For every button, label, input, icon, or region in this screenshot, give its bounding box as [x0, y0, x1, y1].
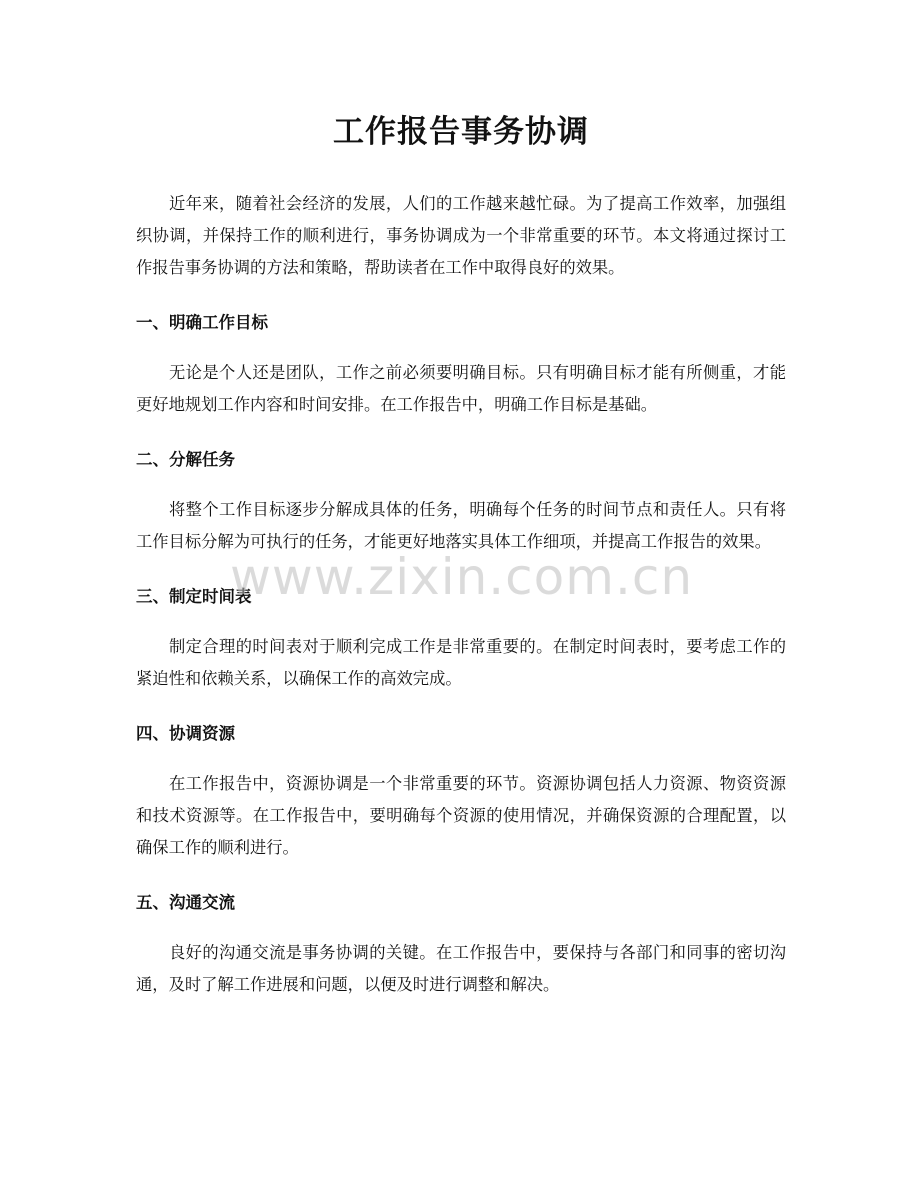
section-heading-2: 二、分解任务	[136, 450, 235, 469]
section-body-5: 良好的沟通交流是事务协调的关键。在工作报告中，要保持与各部门和同事的密切沟通，及时了解工作进展和问题，以便及时进行调整和解决。	[136, 943, 786, 994]
section-body-2: 将整个工作目标逐步分解成具体的任务，明确每个任务的时间节点和责任人。只有将工作目标分解为可执行的任务，才能更好地落实具体工作细项，并提高工作报告的效果。	[136, 500, 786, 551]
section-body-1: 无论是个人还是团队，工作之前必须要明确目标。只有明确目标才能有所侧重，才能更好地规划工作内容和时间安排。在工作报告中，明确工作目标是基础。	[136, 363, 786, 414]
section-heading-4: 四、协调资源	[136, 724, 235, 743]
section-body-3: 制定合理的时间表对于顺利完成工作是非常重要的。在制定时间表时，要考虑工作的紧迫性和依赖关系，以确保工作的高效完成。	[136, 637, 786, 688]
section-heading-5: 五、沟通交流	[136, 893, 235, 912]
section-heading-3: 三、制定时间表	[136, 587, 252, 606]
section-body-4: 在工作报告中，资源协调是一个非常重要的环节。资源协调包括人力资源、物资资源和技术资源等。在工作报告中，要明确每个资源的使用情况，并确保资源的合理配置，以确保工作的顺利进行。	[136, 774, 786, 857]
document-page	[136, 0, 786, 1001]
watermark: www.zixin.com.cn	[230, 548, 694, 606]
section-heading-1: 一、明确工作目标	[136, 313, 268, 332]
document-title: 工作报告事务协调	[333, 114, 589, 150]
intro-paragraph: 近年来，随着社会经济的发展，人们的工作越来越忙碌。为了提高工作效率，加强组织协调，并保持工作的顺利进行，事务协调成为一个非常重要的环节。本文将通过探讨工作报告事务协调的方法和策略，帮助读者在工作中取得良好的效果。	[136, 194, 786, 277]
